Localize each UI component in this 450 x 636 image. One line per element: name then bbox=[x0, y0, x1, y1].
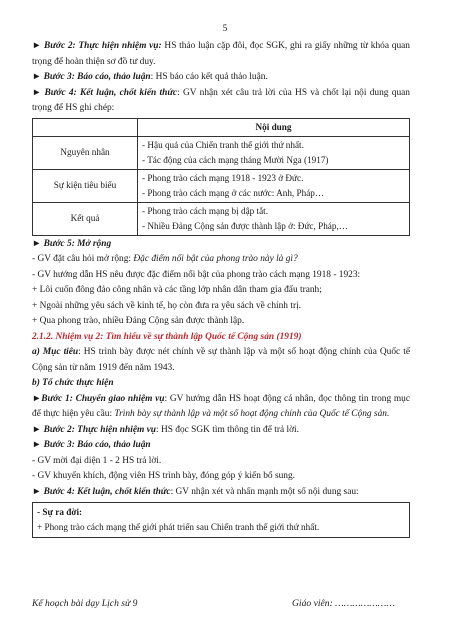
table-header-row bbox=[33, 118, 410, 136]
step5-point: + Lôi cuốn đông đảo công nhân và các tầng lớp nhân dân tham gia đấu tranh; bbox=[32, 285, 322, 295]
s1-label: ►Bước 1: Chuyển giao nhiệm vụ bbox=[32, 393, 165, 404]
table-item: - Hậu quả của Chiến tranh thế giới thứ nhất. bbox=[142, 139, 304, 150]
step2-text: HS thảo luận cặp đôi, đọc SGK, ghi ra giấy những từ khóa quan trọng để hoàn thiện sơ đồ tư duy. bbox=[32, 41, 410, 67]
table-item: - Phong trào cách mạng bị dập tắt. bbox=[142, 205, 269, 216]
table-row-content bbox=[138, 169, 410, 202]
table-row-label: Kết quả bbox=[33, 202, 138, 235]
step3-label: ► Bước 3: Báo cáo, thảo luận bbox=[32, 72, 151, 82]
box-line: + Phong trào cách mạng thế giới phát triển sau Chiến tranh thế giới thứ nhất. bbox=[37, 522, 320, 532]
table-item: - Phong trào cách mạng ở các nước: Anh, Pháp… bbox=[142, 187, 325, 198]
table-row bbox=[33, 136, 410, 169]
s4-paragraph: ► Bước 4: Kết luận, chốt kiến thức: GV nhận xét và nhấn mạnh một số nội dung sau: bbox=[32, 486, 359, 497]
step4-label: ► Bước 4: Kết luận, chốt kiến thức bbox=[32, 87, 178, 98]
s3-line: - GV mời đại diện 1 - 2 HS trả lời. bbox=[32, 455, 162, 466]
step5-question-text: Đặc điểm nổi bật của phong trào này là gì? bbox=[133, 254, 298, 264]
table-row bbox=[33, 202, 410, 235]
box-title: - Sự ra đời: bbox=[37, 507, 83, 517]
table-row-content bbox=[138, 136, 410, 169]
step2-label: ► Bước 2: Thực hiện nhiệm vụ: bbox=[32, 41, 162, 51]
section-heading: 2.1.2. Nhiệm vụ 2: Tìm hiểu về sự thành lập Quốc tế Cộng sản (1919) bbox=[32, 331, 302, 342]
footer-right: Giáo viên: ………………… bbox=[292, 598, 395, 609]
table-row-label: Sự kiện tiêu biểu bbox=[33, 169, 138, 202]
page-footer bbox=[32, 598, 422, 609]
goal-label: a) Mục tiêu bbox=[32, 347, 79, 357]
step5-guide: - GV hướng dẫn HS nêu được đặc điểm nổi bật của phong trào cách mạng 1918 - 1923: bbox=[32, 269, 361, 280]
table-header: Nội dung bbox=[138, 118, 410, 136]
step5-point: + Ngoài những yêu sách về kinh tế, họ còn đưa ra yêu sách về chính trị. bbox=[32, 300, 302, 311]
table-item: - Phong trào cách mạng 1918 - 1923 ở Đức. bbox=[142, 172, 304, 183]
table-row-label: Nguyên nhân bbox=[33, 136, 138, 169]
s2-paragraph: ► Bước 2: Thực hiện nhiệm vụ: HS đọc SGK tìm thông tin để trả lời. bbox=[32, 424, 299, 435]
step5-heading: ► Bước 5: Mở rộng bbox=[32, 238, 112, 249]
paragraph-step2 bbox=[32, 39, 410, 70]
step5-question: - GV đặt câu hỏi mở rộng: Đặc điểm nổi bật của phong trào này là gì? bbox=[32, 254, 298, 264]
s2-label: ► Bước 2: Thực hiện nhiệm vụ bbox=[32, 424, 156, 435]
step5-point: + Qua phong trào, nhiều Đảng Cộng sản được thành lập. bbox=[32, 316, 245, 326]
org-heading: b) Tổ chức thực hiện bbox=[32, 378, 114, 388]
step4-text: : GV nhận xét câu trả lời của HS và chốt lại nội dung quan trọng để HS ghi chép: bbox=[32, 87, 410, 113]
s3-heading: ► Bước 3: Báo cáo, thảo luận bbox=[32, 440, 151, 450]
s3-line: - GV khuyến khích, động viên HS trình bày, đóng góp ý kiến bổ sung. bbox=[32, 471, 295, 481]
s1-task: Trình bày sự thành lập và một số hoạt động chính của Quốc tế Cộng sản. bbox=[114, 409, 390, 419]
summary-box bbox=[32, 502, 410, 538]
goal-paragraph: a) Mục tiêu: HS trình bày được nét chính về sự thành lập và một số hoạt động chính của Quốc tế Cộng sản từ năm 1919 đến năm 1943. bbox=[32, 347, 410, 373]
table-header-empty bbox=[33, 118, 138, 136]
table-row bbox=[33, 169, 410, 202]
step3-text: : HS báo cáo kết quả thảo luận. bbox=[150, 72, 268, 82]
table-item: - Nhiều Đảng Cộng sản được thành lập ở: Đức, Pháp,… bbox=[142, 220, 348, 231]
paragraph-step4 bbox=[32, 86, 410, 117]
table-row-content bbox=[138, 202, 410, 235]
content-table bbox=[32, 118, 410, 236]
page-body bbox=[32, 39, 410, 538]
page-number: 5 bbox=[222, 24, 228, 34]
s4-label: ► Bước 4: Kết luận, chốt kiến thức bbox=[32, 486, 171, 497]
table-item: - Tác động của cách mạng tháng Mười Nga (1917) bbox=[142, 154, 329, 165]
paragraph-step3 bbox=[32, 70, 410, 86]
s1-paragraph: ►Bước 1: Chuyển giao nhiệm vụ: GV hướng dẫn HS hoạt động cá nhân, đọc thông tin trong mục để thực hiện yêu cầu: Trình bày sự thành lập và một số hoạt động chính của Quốc tế Cộng sản. bbox=[32, 393, 410, 419]
footer-left: Kế hoạch bài dạy Lịch sử 9 bbox=[32, 598, 138, 609]
